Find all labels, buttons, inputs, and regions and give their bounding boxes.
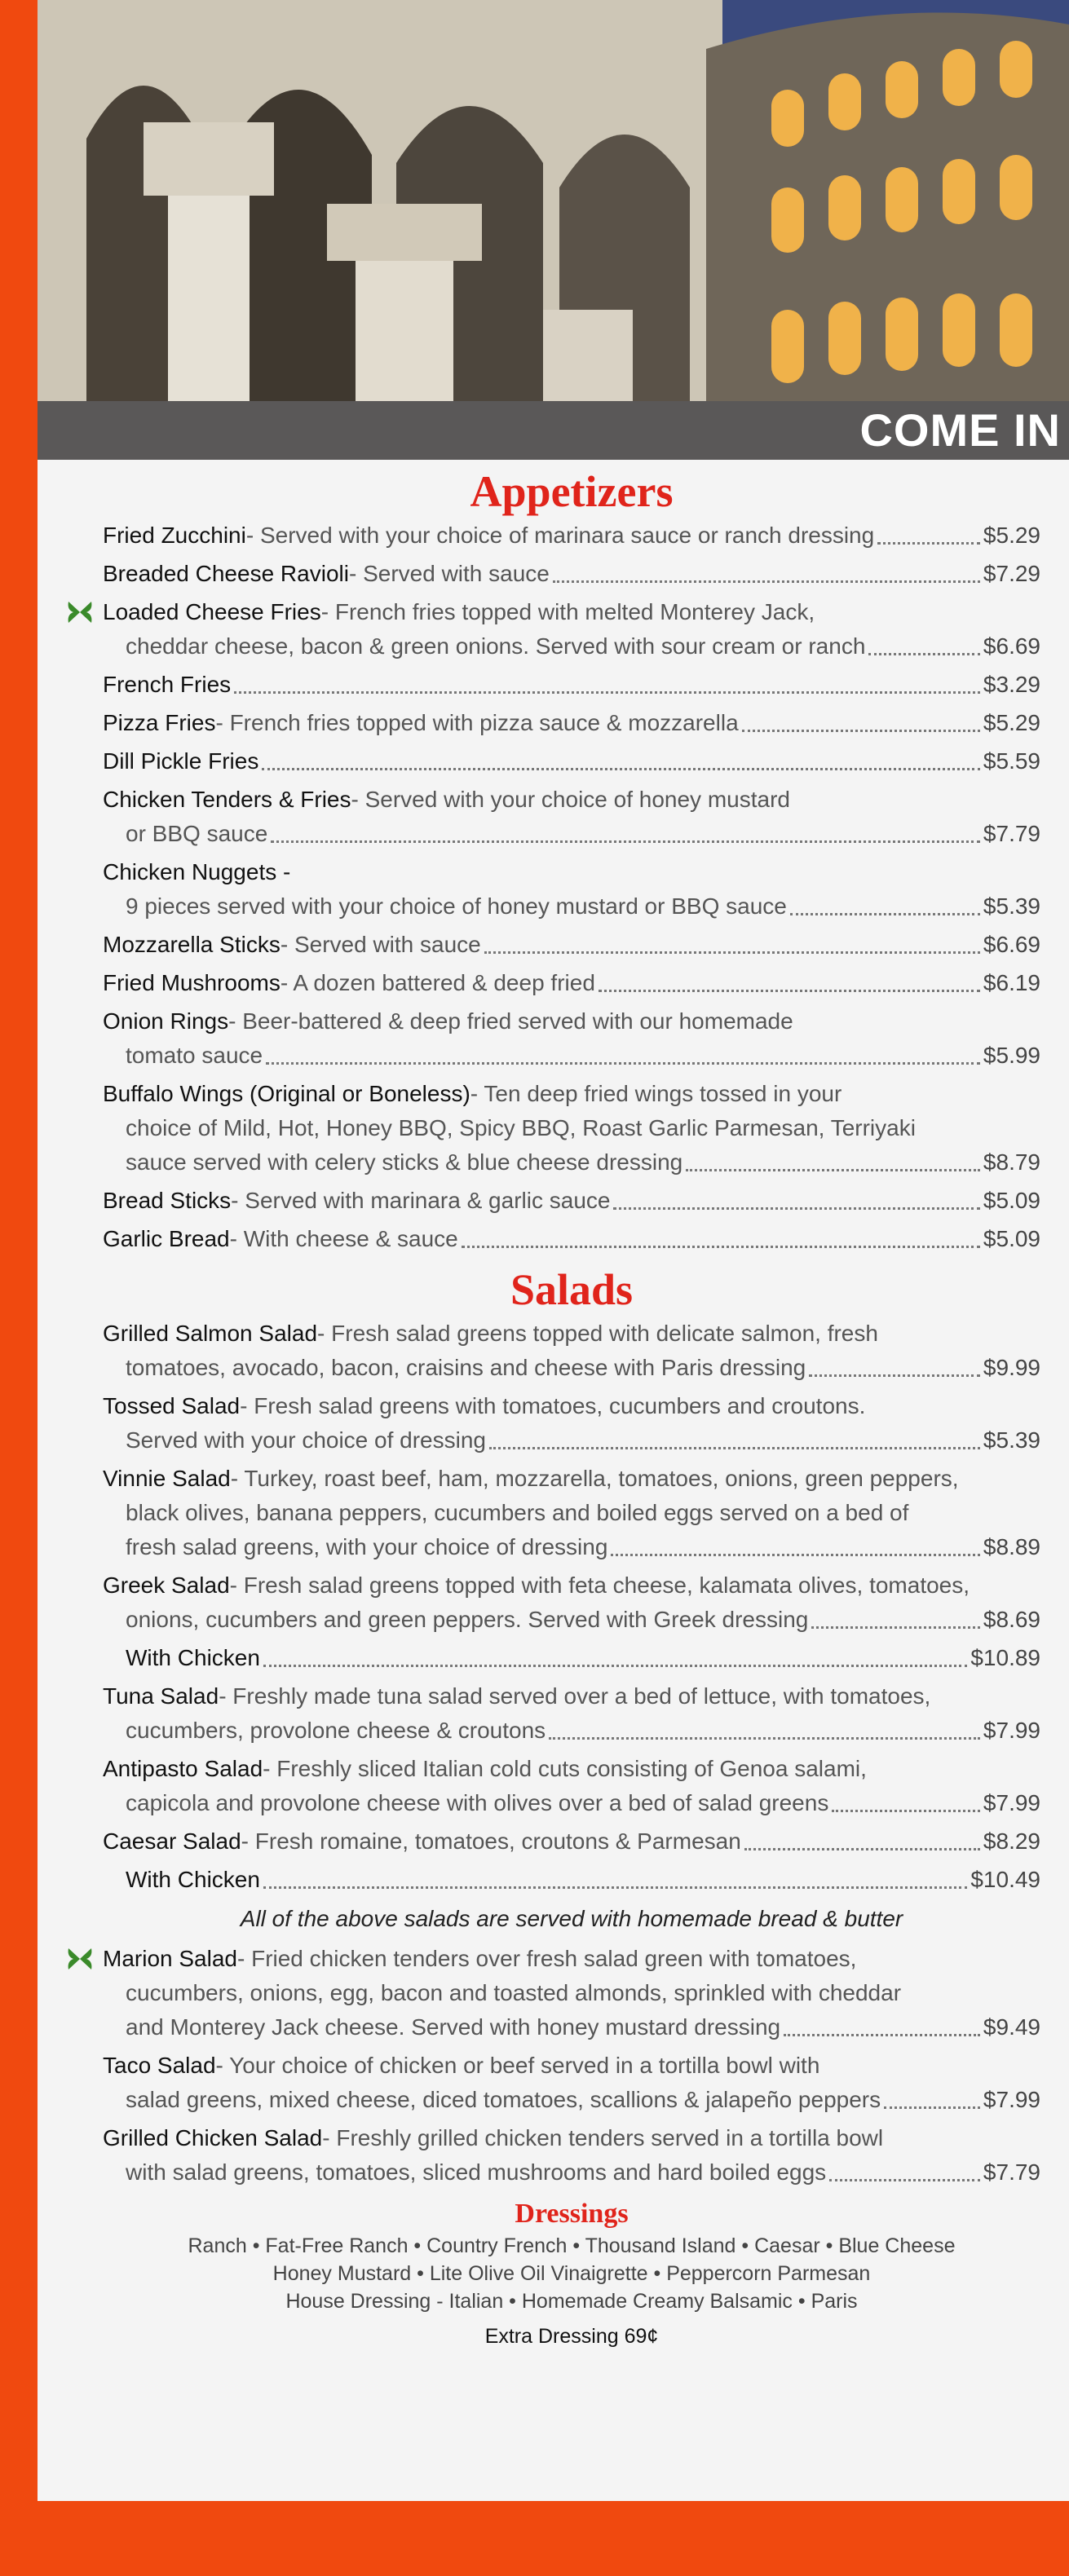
dot-leader bbox=[742, 730, 980, 732]
menu-item-line bbox=[103, 2049, 1040, 2083]
menu-item bbox=[103, 744, 1040, 779]
menu-item-line bbox=[103, 744, 1040, 779]
menu-item-description: - Served with sauce bbox=[280, 932, 481, 957]
menu-item-price: $5.39 bbox=[983, 1427, 1040, 1453]
menu-item-line bbox=[103, 1942, 1040, 1976]
menu-item-price: $7.79 bbox=[983, 821, 1040, 846]
dot-leader bbox=[868, 653, 980, 655]
menu-item bbox=[103, 1184, 1040, 1218]
menu-item bbox=[103, 2121, 1040, 2190]
dot-leader bbox=[809, 1374, 980, 1377]
dot-leader bbox=[266, 1062, 980, 1065]
dot-leader bbox=[611, 1554, 980, 1556]
menu-item-description: With Chicken bbox=[126, 1867, 260, 1892]
dot-leader bbox=[811, 1626, 980, 1629]
menu-item-description: - Turkey, roast beef, ham, mozzarella, tomatoes, onions, green peppers, bbox=[230, 1466, 959, 1491]
menu-item-line bbox=[103, 783, 1040, 817]
menu-item-line bbox=[103, 1004, 1040, 1039]
menu-item-price: $8.89 bbox=[983, 1534, 1040, 1559]
menu-item-description: or BBQ sauce bbox=[126, 821, 268, 846]
menu-item-description: - Fresh romaine, tomatoes, croutons & Parmesan bbox=[241, 1828, 741, 1854]
menu-item-price: $5.99 bbox=[983, 1043, 1040, 1068]
dressing-line: Ranch • Fat-Free Ranch • Country French • Thousand Island • Caesar • Blue Cheese bbox=[188, 2234, 956, 2257]
menu-item-price: $6.69 bbox=[983, 633, 1040, 659]
menu-item-line bbox=[103, 668, 1040, 702]
hero-image bbox=[38, 0, 1069, 401]
menu-item-description: salad greens, mixed cheese, diced tomatoes, scallions & jalapeño peppers bbox=[126, 2087, 881, 2112]
menu-item-description: sauce served with celery sticks & blue cheese dressing bbox=[126, 1149, 683, 1175]
menu-item-description: tomatoes, avocado, bacon, craisins and cheese with Paris dressing bbox=[126, 1355, 806, 1380]
menu-item-description: Served with your choice of dressing bbox=[126, 1427, 486, 1453]
dot-leader bbox=[829, 2179, 980, 2181]
dot-leader bbox=[263, 1886, 967, 1889]
menu-item-price: $8.29 bbox=[983, 1828, 1040, 1854]
menu-item bbox=[103, 1568, 1040, 1637]
menu-item bbox=[103, 1641, 1040, 1675]
leaf-icon bbox=[65, 598, 95, 626]
dot-leader bbox=[262, 768, 980, 770]
menu-item-description: and Monterey Jack cheese. Served with honey mustard dressing bbox=[126, 2014, 781, 2040]
menu-item-name: Grilled Salmon Salad bbox=[103, 1321, 318, 1346]
menu-item-line bbox=[103, 966, 1040, 1000]
menu-item-line bbox=[103, 817, 1040, 851]
menu-item-line bbox=[103, 1603, 1040, 1637]
dressing-line: House Dressing - Italian • Homemade Creamy Balsamic • Paris bbox=[285, 2290, 858, 2313]
menu-item-price: $5.39 bbox=[983, 893, 1040, 919]
menu-item-name: Loaded Cheese Fries bbox=[103, 599, 321, 624]
dot-leader bbox=[599, 990, 980, 992]
menu-item-name: Fried Mushrooms bbox=[103, 970, 281, 995]
menu-item-description: - Served with sauce bbox=[348, 561, 550, 586]
menu-item-name: Antipasto Salad bbox=[103, 1756, 263, 1781]
menu-item-description: - Beer-battered & deep fried served with our homemade bbox=[228, 1008, 793, 1034]
menu-item-name: Chicken Tenders & Fries bbox=[103, 787, 351, 812]
menu-item-price: $7.99 bbox=[983, 1718, 1040, 1743]
menu-item bbox=[103, 1077, 1040, 1180]
dot-leader bbox=[877, 542, 980, 545]
menu-item-name: Garlic Bread bbox=[103, 1226, 230, 1251]
menu-item-name: Bread Sticks bbox=[103, 1188, 232, 1213]
salads-title: Salads bbox=[510, 1265, 634, 1314]
salad-list bbox=[103, 1317, 1040, 1897]
menu-item-line bbox=[103, 1714, 1040, 1748]
menu-item-description: - Freshly made tuna salad served over a bed of lettuce, with tomatoes, bbox=[219, 1683, 931, 1709]
menu-item-name: Pizza Fries bbox=[103, 710, 216, 735]
menu-item-line bbox=[103, 1462, 1040, 1496]
menu-item-name: Vinnie Salad bbox=[103, 1466, 231, 1491]
menu-item-description: - Fresh salad greens with tomatoes, cucumbers and croutons. bbox=[240, 1393, 866, 1418]
menu-item bbox=[103, 966, 1040, 1000]
menu-item-description: - With cheese & sauce bbox=[229, 1226, 458, 1251]
menu-item-price: $7.99 bbox=[983, 1790, 1040, 1815]
menu-item-line bbox=[103, 595, 1040, 629]
menu-item bbox=[103, 2049, 1040, 2117]
dot-leader bbox=[489, 1447, 980, 1449]
menu-item bbox=[103, 1222, 1040, 1256]
menu-item-name: Fried Zucchini bbox=[103, 523, 246, 548]
appetizers-title: Appetizers bbox=[470, 467, 674, 516]
menu-item bbox=[103, 706, 1040, 740]
menu-item bbox=[103, 1317, 1040, 1385]
menu-item-description: cucumbers, onions, egg, bacon and toasted almonds, sprinkled with cheddar bbox=[126, 1980, 902, 2005]
dot-leader bbox=[271, 840, 980, 843]
menu-item-line bbox=[103, 1824, 1040, 1859]
salad-list-2 bbox=[103, 1942, 1040, 2190]
menu-item-line bbox=[103, 1351, 1040, 1385]
banner-text: COME IN bbox=[859, 404, 1061, 456]
menu-item-line bbox=[103, 1184, 1040, 1218]
dot-leader bbox=[549, 1737, 980, 1740]
menu-item bbox=[103, 518, 1040, 553]
salads-note: All of the above salads are served with homemade bread & butter bbox=[240, 1906, 903, 1931]
menu-item bbox=[103, 1824, 1040, 1859]
menu-item-description: - Served with your choice of honey mustard bbox=[351, 787, 790, 812]
menu-item-price: $5.29 bbox=[983, 523, 1040, 548]
menu-item-line bbox=[103, 1530, 1040, 1564]
menu-item-price: $9.99 bbox=[983, 1355, 1040, 1380]
dressings-section bbox=[103, 2196, 1040, 2353]
menu-item bbox=[103, 1004, 1040, 1073]
menu-item-name: Onion Rings bbox=[103, 1008, 229, 1034]
menu-item-line bbox=[103, 629, 1040, 664]
menu-item-name: Tossed Salad bbox=[103, 1393, 241, 1418]
menu-item-description: cheddar cheese, bacon & green onions. Served with sour cream or ranch bbox=[126, 633, 866, 659]
menu-item-line bbox=[103, 889, 1040, 924]
menu-item-price: $6.19 bbox=[983, 970, 1040, 995]
menu-item-price: $7.99 bbox=[983, 2087, 1040, 2112]
menu-item-price: $5.29 bbox=[983, 710, 1040, 735]
menu-item-description: capicola and provolone cheese with olives over a bed of salad greens bbox=[126, 1790, 829, 1815]
menu-item bbox=[103, 928, 1040, 962]
leaf-icon bbox=[65, 1945, 95, 1973]
menu-item-line bbox=[103, 1317, 1040, 1351]
extra-dressing-price: Extra Dressing 69¢ bbox=[484, 2325, 659, 2348]
menu-item-line bbox=[103, 1039, 1040, 1073]
menu-item-name: Mozzarella Sticks bbox=[103, 932, 281, 957]
menu-item-description: onions, cucumbers and green peppers. Served with Greek dressing bbox=[126, 1607, 809, 1632]
menu-item-name: Taco Salad bbox=[103, 2053, 216, 2078]
menu-item-price: $10.49 bbox=[970, 1867, 1040, 1892]
dot-leader bbox=[884, 2106, 980, 2109]
menu-item-line bbox=[103, 1077, 1040, 1111]
dot-leader bbox=[744, 1848, 980, 1850]
menu-item-line bbox=[103, 855, 1040, 889]
menu-item bbox=[103, 1389, 1040, 1458]
menu-item-description: - Fresh salad greens topped with feta cheese, kalamata olives, tomatoes, bbox=[229, 1573, 970, 1598]
menu-item-name: French Fries bbox=[103, 672, 232, 697]
dot-leader bbox=[686, 1169, 980, 1171]
menu-item bbox=[103, 1942, 1040, 2044]
dot-leader bbox=[832, 1810, 980, 1812]
dot-leader bbox=[790, 913, 980, 915]
menu-item-price: $7.29 bbox=[983, 561, 1040, 586]
menu-item-line bbox=[103, 2083, 1040, 2117]
dot-leader bbox=[234, 691, 980, 694]
dot-leader bbox=[263, 1665, 967, 1667]
menu-item-price: $10.89 bbox=[970, 1645, 1040, 1670]
menu-item-line bbox=[103, 1641, 1040, 1675]
menu-item-description: cucumbers, provolone cheese & croutons bbox=[126, 1718, 546, 1743]
menu-item-line bbox=[103, 518, 1040, 553]
menu-item-line bbox=[103, 2155, 1040, 2190]
menu-item-line bbox=[103, 706, 1040, 740]
menu-item-price: $5.09 bbox=[983, 1226, 1040, 1251]
dot-leader bbox=[484, 951, 980, 954]
menu-item-description: choice of Mild, Hot, Honey BBQ, Spicy BBQ, Roast Garlic Parmesan, Terriyaki bbox=[126, 1115, 916, 1140]
menu-item-price: $8.69 bbox=[983, 1607, 1040, 1632]
menu-item-price: $5.59 bbox=[983, 748, 1040, 774]
menu-item-price: $8.79 bbox=[983, 1149, 1040, 1175]
menu-item bbox=[103, 1679, 1040, 1748]
menu-item-name: Breaded Cheese Ravioli bbox=[103, 561, 349, 586]
menu-item-line bbox=[103, 1423, 1040, 1458]
menu-item-price: $7.79 bbox=[983, 2159, 1040, 2185]
menu-item-description: - Served with your choice of marinara sauce or ranch dressing bbox=[245, 523, 875, 548]
dressings-title: Dressings bbox=[515, 2199, 629, 2229]
menu-item-description: - A dozen battered & deep fried bbox=[280, 970, 595, 995]
menu-item-line bbox=[103, 1863, 1040, 1897]
menu-item-line bbox=[103, 1222, 1040, 1256]
appetizer-list bbox=[103, 518, 1040, 1256]
menu-item bbox=[103, 557, 1040, 591]
menu-item-description: with salad greens, tomatoes, sliced mushrooms and hard boiled eggs bbox=[126, 2159, 827, 2185]
menu-item bbox=[103, 1462, 1040, 1564]
menu-item-description: tomato sauce bbox=[126, 1043, 263, 1068]
menu-item-line bbox=[103, 1145, 1040, 1180]
menu-item-line bbox=[103, 1111, 1040, 1145]
menu-item bbox=[103, 855, 1040, 924]
menu-item-description: - French fries topped with pizza sauce & mozzarella bbox=[215, 710, 739, 735]
menu-item-description: - Ten deep fried wings tossed in your bbox=[470, 1081, 842, 1106]
menu-item-name: Marion Salad bbox=[103, 1946, 237, 1971]
menu-item-line bbox=[103, 1976, 1040, 2010]
menu-item-price: $6.69 bbox=[983, 932, 1040, 957]
come-in-banner bbox=[38, 401, 1069, 460]
menu-item bbox=[103, 595, 1040, 664]
menu-item-description: - Freshly grilled chicken tenders served in a tortilla bowl bbox=[322, 2125, 884, 2150]
menu-item-name: Buffalo Wings (Original or Boneless) bbox=[103, 1081, 470, 1106]
menu-item-line bbox=[103, 1496, 1040, 1530]
menu-item bbox=[103, 1752, 1040, 1820]
dot-leader bbox=[784, 2034, 980, 2036]
menu-item-line bbox=[103, 1752, 1040, 1786]
menu-item bbox=[103, 1863, 1040, 1897]
menu-item-line bbox=[103, 1389, 1040, 1423]
menu-item-line bbox=[103, 928, 1040, 962]
dressing-line: Honey Mustard • Lite Olive Oil Vinaigrette • Peppercorn Parmesan bbox=[272, 2262, 871, 2285]
menu-item-line bbox=[103, 2010, 1040, 2044]
menu-item-name: Grilled Chicken Salad bbox=[103, 2125, 323, 2150]
menu-page bbox=[38, 0, 1069, 2501]
menu-item-description: - French fries topped with melted Monterey Jack, bbox=[320, 599, 815, 624]
menu-item-price: $3.29 bbox=[983, 672, 1040, 697]
menu-item-line bbox=[103, 1568, 1040, 1603]
dot-leader bbox=[553, 580, 980, 583]
menu-item-description: black olives, banana peppers, cucumbers and boiled eggs served on a bed of bbox=[126, 1500, 909, 1525]
menu-item-line bbox=[103, 2121, 1040, 2155]
menu-item-line bbox=[103, 557, 1040, 591]
menu-item-description: - Your choice of chicken or beef served in a tortilla bowl with bbox=[215, 2053, 820, 2078]
menu-item-price: $9.49 bbox=[983, 2014, 1040, 2040]
menu-item-name: Chicken Nuggets - bbox=[103, 859, 291, 884]
dot-leader bbox=[613, 1207, 979, 1210]
menu-item bbox=[103, 783, 1040, 851]
menu-item-description: - Fried chicken tenders over fresh salad green with tomatoes, bbox=[236, 1946, 857, 1971]
dot-leader bbox=[462, 1246, 980, 1248]
menu-item-name: Dill Pickle Fries bbox=[103, 748, 259, 774]
menu-item-description: With Chicken bbox=[126, 1645, 260, 1670]
menu-item-description: fresh salad greens, with your choice of dressing bbox=[126, 1534, 608, 1559]
menu-item-description: - Served with marinara & garlic sauce bbox=[231, 1188, 611, 1213]
menu-item-line bbox=[103, 1786, 1040, 1820]
menu-item-name: Tuna Salad bbox=[103, 1683, 219, 1709]
menu-item-price: $5.09 bbox=[983, 1188, 1040, 1213]
menu-item-name: Greek Salad bbox=[103, 1573, 230, 1598]
menu-content bbox=[103, 465, 1040, 2353]
menu-item-name: Caesar Salad bbox=[103, 1828, 241, 1854]
architecture-illustration bbox=[38, 0, 1069, 401]
menu-item-description: - Freshly sliced Italian cold cuts consisting of Genoa salami, bbox=[263, 1756, 867, 1781]
menu-item bbox=[103, 668, 1040, 702]
menu-item-description: - Fresh salad greens topped with delicate salmon, fresh bbox=[317, 1321, 878, 1346]
menu-item-description: 9 pieces served with your choice of honey mustard or BBQ sauce bbox=[126, 893, 787, 919]
menu-item-line bbox=[103, 1679, 1040, 1714]
